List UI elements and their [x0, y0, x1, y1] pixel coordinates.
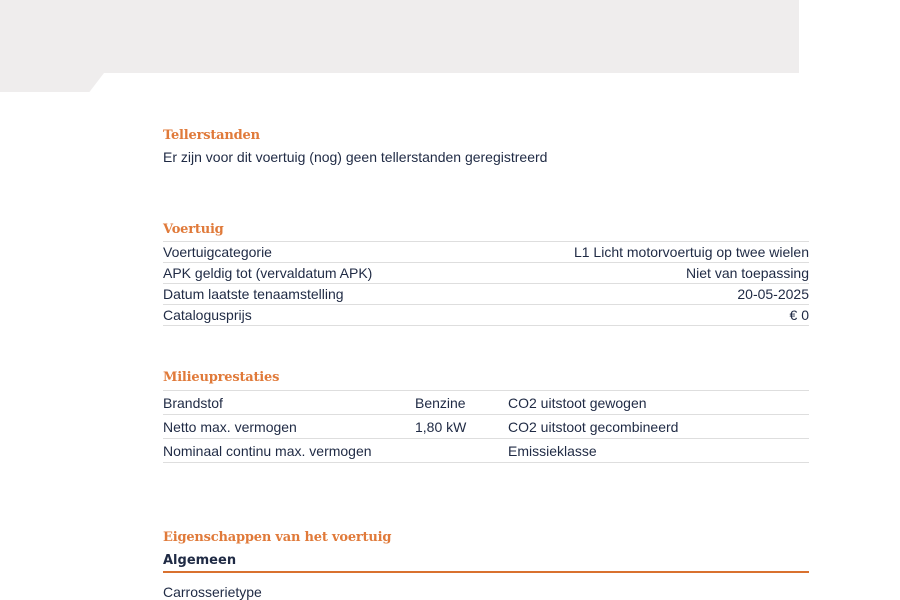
- properties-first-row-label: Carrosserietype: [163, 584, 262, 600]
- environment-title: Milieuprestaties: [163, 370, 280, 385]
- counters-message: Er zijn voor dit voertuig (nog) geen tellerstanden geregistreerd: [163, 149, 548, 165]
- table-row: [163, 415, 809, 439]
- row-label-secondary: Emissieklasse: [508, 443, 597, 459]
- section-divider: [163, 571, 809, 573]
- header-notch: [0, 73, 104, 92]
- row-label-secondary: CO2 uitstoot gecombineerd: [508, 419, 679, 435]
- properties-title: Eigenschappen van het voertuig: [163, 530, 392, 545]
- header-band: [0, 0, 799, 73]
- row-label: Nominaal continu max. vermogen: [163, 443, 372, 459]
- row-value: Benzine: [415, 395, 466, 411]
- table-row: [163, 305, 809, 326]
- properties-subtitle: Algemeen: [163, 553, 237, 568]
- row-value: L1 Licht motorvoertuig op twee wielen: [573, 244, 809, 260]
- table-row: [163, 439, 809, 463]
- environment-table: [163, 390, 809, 463]
- row-label: Datum laatste tenaamstelling: [163, 286, 344, 302]
- vehicle-table: [163, 241, 809, 326]
- row-label: Catalogusprijs: [163, 307, 252, 323]
- row-value: Niet van toepassing: [686, 265, 809, 281]
- row-value: 1,80 kW: [415, 419, 467, 435]
- counters-title: Tellerstanden: [163, 128, 260, 143]
- table-row: [163, 263, 809, 284]
- row-value: 20-05-2025: [737, 286, 809, 302]
- row-label: Netto max. vermogen: [163, 419, 297, 435]
- table-row: [163, 242, 809, 263]
- row-label: APK geldig tot (vervaldatum APK): [163, 265, 373, 281]
- table-row: [163, 284, 809, 305]
- row-label: Brandstof: [163, 395, 223, 411]
- row-label-secondary: CO2 uitstoot gewogen: [508, 395, 647, 411]
- vehicle-title: Voertuig: [163, 222, 224, 237]
- table-row: [163, 391, 809, 415]
- row-value: € 0: [789, 307, 809, 323]
- row-label: Voertuigcategorie: [163, 244, 272, 260]
